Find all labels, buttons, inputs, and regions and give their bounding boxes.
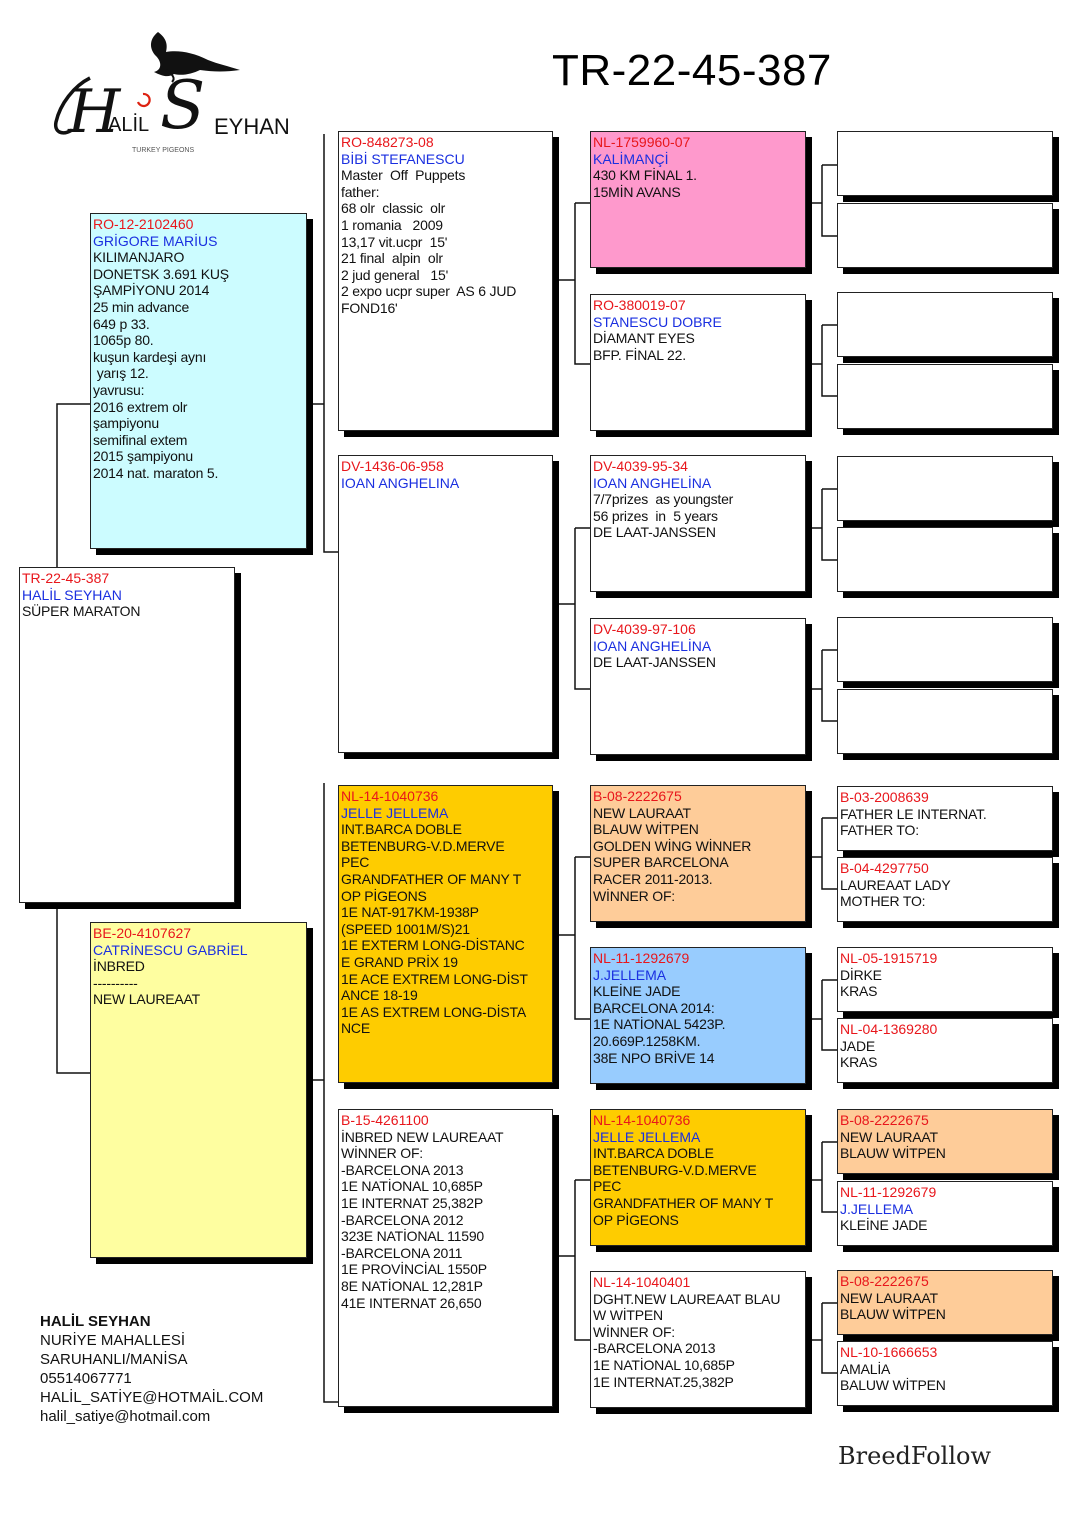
- pedigree-box-ssd[interactable]: [590, 294, 806, 431]
- pigeon-info: KLEİNE JADE BARCELONA 2014: 1E NATİONAL 5423P. 20.669P.1258KM. 38E NPO BRİVE 14: [593, 983, 726, 1066]
- ring-number: NL-14-1040401: [593, 1274, 691, 1290]
- ring-number: NL-14-1040736: [341, 788, 439, 804]
- pedigree-box-ddsd[interactable]: [837, 1181, 1053, 1246]
- pedigree-box-sds[interactable]: [590, 455, 806, 592]
- owner-name: JELLE JELLEMA: [341, 804, 449, 821]
- logo-text-eyhan: EYHAN: [214, 114, 290, 139]
- ring-number: NL-1759960-07: [593, 134, 691, 150]
- pedigree-box-empty[interactable]: [837, 203, 1053, 268]
- pedigree-box-dam-dam[interactable]: [338, 1109, 553, 1407]
- pigeon-info: 7/7prizes as youngster 56 prizes in 5 years DE LAAT-JANSSEN: [593, 491, 734, 541]
- pigeon-info: KILIMANJARO DONETSK 3.691 KUŞ ŞAMPİYONU 2014 25 min advance 649 p 33. 1065p 80. kuşun kardeşi aynı yarış 12. yavrusu: 2016 extrem olr şampiyonu semifinal extem 2015 şampiyonu 2014 nat. maraton 5.: [93, 249, 229, 481]
- pedigree-box-dsds[interactable]: [837, 947, 1053, 1012]
- ring-number: NL-05-1915719: [840, 950, 938, 966]
- ring-number: RO-848273-08: [341, 134, 434, 150]
- ring-number: B-08-2222675: [593, 788, 682, 804]
- pedigree-box-sire[interactable]: [90, 213, 307, 549]
- ring-number: BE-20-4107627: [93, 925, 192, 941]
- pedigree-box-sdd[interactable]: [590, 618, 806, 755]
- owner-name: BİBİ STEFANESCU: [341, 150, 465, 167]
- pigeon-info: INT.BARCA DOBLE BETENBURG-V.D.MERVE PEC GRANDFATHER OF MANY T OP PİGEONS 1E NAT-917KM-1938P (SPEED 1001M/S)21 1E EXTERM LONG-DİSTANC E GRAND PRİX 19 1E ACE EXTREM LONG-DİST ANCE 18-19 1E AS EXTREM LONG-DİSTA NCE: [341, 821, 528, 1037]
- pedigree-box-sire-sire[interactable]: [338, 131, 553, 431]
- crescent-icon: [138, 94, 150, 106]
- ring-number: NL-11-1292679: [840, 1184, 937, 1200]
- pigeon-info: NEW LAURAAT BLAUW WİTPEN GOLDEN WİNG WİNNER SUPER BARCELONA RACER 2011-2013. WİNNER OF:: [593, 804, 752, 904]
- ring-number: DV-4039-97-106: [593, 621, 696, 637]
- email-address[interactable]: halil_satiye@hotmail.com: [40, 1408, 211, 1425]
- owner-contact-block: [40, 1312, 263, 1426]
- owner-name: STANESCU DOBRE: [593, 313, 722, 330]
- address-line: SARUHANLI/MANİSA: [40, 1351, 188, 1368]
- ring-number: DV-4039-95-34: [593, 458, 688, 474]
- pigeon-info: KLEİNE JADE: [840, 1217, 928, 1234]
- pedigree-box-dam[interactable]: [90, 922, 307, 1258]
- pigeon-info: FATHER LE INTERNAT. FATHER TO:: [840, 805, 987, 839]
- pigeon-info: NEW LAURAAT BLAUW WİTPEN: [840, 1128, 946, 1162]
- ring-number: RO-12-2102460: [93, 216, 194, 232]
- pedigree-box-empty[interactable]: [837, 617, 1053, 682]
- pedigree-box-sss[interactable]: [590, 131, 806, 268]
- owner-name: J.JELLEMA: [593, 966, 667, 983]
- owner-name: CATRİNESCU GABRİEL: [93, 941, 248, 958]
- ring-number: RO-380019-07: [593, 297, 686, 313]
- pigeon-info: INT.BARCA DOBLE BETENBURG-V.D.MERVE PEC GRANDFATHER OF MANY T OP PİGEONS: [593, 1145, 774, 1228]
- pedigree-box-dds[interactable]: [590, 1109, 806, 1246]
- ring-number: B-15-4261100: [341, 1112, 429, 1128]
- pedigree-box-dddd[interactable]: [837, 1341, 1053, 1406]
- ring-number: NL-04-1369280: [840, 1021, 938, 1037]
- owner-name: HALİL SEYHAN: [40, 1313, 151, 1330]
- pigeon-info: SÜPER MARATON: [22, 603, 141, 620]
- pigeon-info: DE LAAT-JANSSEN: [593, 654, 716, 671]
- pigeon-info: İNBRED ---------- NEW LAUREAAT: [93, 958, 201, 1008]
- pedigree-box-sire-dam[interactable]: [338, 455, 553, 753]
- pedigree-box-subject[interactable]: [19, 567, 235, 903]
- pedigree-box-ddds[interactable]: [837, 1270, 1053, 1335]
- ring-number: B-08-2222675: [840, 1112, 929, 1128]
- ring-number: B-04-4297750: [840, 860, 929, 876]
- pedigree-box-dam-sire[interactable]: [338, 785, 553, 1083]
- pedigree-box-ddss[interactable]: [837, 1109, 1053, 1174]
- pedigree-box-empty[interactable]: [837, 292, 1053, 357]
- eagle-logo-icon: [50, 30, 290, 160]
- owner-name: GRİGORE MARİUS: [93, 232, 218, 249]
- phone-number: 05514067771: [40, 1370, 132, 1387]
- owner-name: IOAN ANGHELINA: [341, 474, 460, 491]
- pigeon-info: İNBRED NEW LAUREAAT WİNNER OF: -BARCELONA 2013 1E NATİONAL 10,685P 1E INTERNAT 25,382P -BARCELONA 2012 323E NATİONAL 11590 -BARCELONA 2011 1E PROVİNCİAL 1550P 8E NATİONAL 12,281P 41E INTERNAT 26,650: [341, 1128, 504, 1311]
- logo-letter-s: S: [160, 67, 206, 144]
- pigeon-info: DİAMANT EYES BFP. FİNAL 22.: [593, 330, 695, 363]
- pedigree-box-empty[interactable]: [837, 364, 1053, 429]
- pedigree-box-dssd[interactable]: [837, 857, 1053, 922]
- pigeon-info: AMALİA BALUW WİTPEN: [840, 1360, 946, 1394]
- pedigree-box-empty[interactable]: [837, 131, 1053, 196]
- owner-name: IOAN ANGHELİNA: [593, 637, 712, 654]
- breedfollow-brand: BreedFollow: [838, 1442, 992, 1470]
- pigeon-info: JADE KRAS: [840, 1037, 878, 1071]
- pigeon-info: LAUREAAT LADY MOTHER TO:: [840, 876, 951, 910]
- pigeon-info: 430 KM FİNAL 1. 15MİN AVANS: [593, 167, 697, 200]
- halil-seyhan-logo: [50, 30, 290, 160]
- owner-name: HALİL SEYHAN: [22, 586, 122, 603]
- ring-number: NL-11-1292679: [593, 950, 690, 966]
- owner-name: J.JELLEMA: [840, 1200, 914, 1217]
- pigeon-info: Master Off Puppets father: 68 olr classic olr 1 romania 2009 13,17 vit.ucpr 15' 21 final alpin olr 2 jud general 15' 2 expo ucpr super AS 6 JUD FOND16': [341, 167, 517, 316]
- pedigree-box-ddd[interactable]: [590, 1271, 806, 1408]
- owner-name: JELLE JELLEMA: [593, 1128, 701, 1145]
- address-line: NURİYE MAHALLESİ: [40, 1332, 186, 1349]
- pedigree-box-dss[interactable]: [590, 785, 806, 922]
- ring-number: NL-10-1666653: [840, 1344, 938, 1360]
- pedigree-box-empty[interactable]: [837, 527, 1053, 592]
- pedigree-box-dsss[interactable]: [837, 786, 1053, 851]
- logo-tagline: TURKEY PIGEONS: [132, 147, 195, 154]
- pigeon-info: DGHT.NEW LAUREAAT BLAU W WİTPEN WİNNER OF: -BARCELONA 2013 1E NATİONAL 10,685P 1E INTERNAT.25,382P: [593, 1290, 781, 1390]
- ring-number: B-03-2008639: [840, 789, 929, 805]
- logo-text-alil: ALİL: [108, 114, 150, 136]
- ring-number: DV-1436-06-958: [341, 458, 444, 474]
- logo-letter-h: H: [68, 77, 121, 147]
- pedigree-box-dsd[interactable]: [590, 947, 806, 1084]
- ring-number: NL-14-1040736: [593, 1112, 691, 1128]
- owner-name: KALİMANÇİ: [593, 150, 669, 167]
- pedigree-box-empty[interactable]: [837, 456, 1053, 521]
- email-address[interactable]: HALİL_SATİYE@HOTMAİL.COM: [40, 1389, 264, 1406]
- pedigree-box-dsdd[interactable]: [837, 1018, 1053, 1083]
- pigeon-info: DİRKE KRAS: [840, 966, 882, 1000]
- page-title: TR-22-45-387: [552, 46, 832, 95]
- pigeon-info: NEW LAURAAT BLAUW WİTPEN: [840, 1289, 946, 1323]
- pedigree-box-empty[interactable]: [837, 689, 1053, 754]
- owner-name: IOAN ANGHELİNA: [593, 474, 712, 491]
- ring-number: TR-22-45-387: [22, 570, 110, 586]
- ring-number: B-08-2222675: [840, 1273, 929, 1289]
